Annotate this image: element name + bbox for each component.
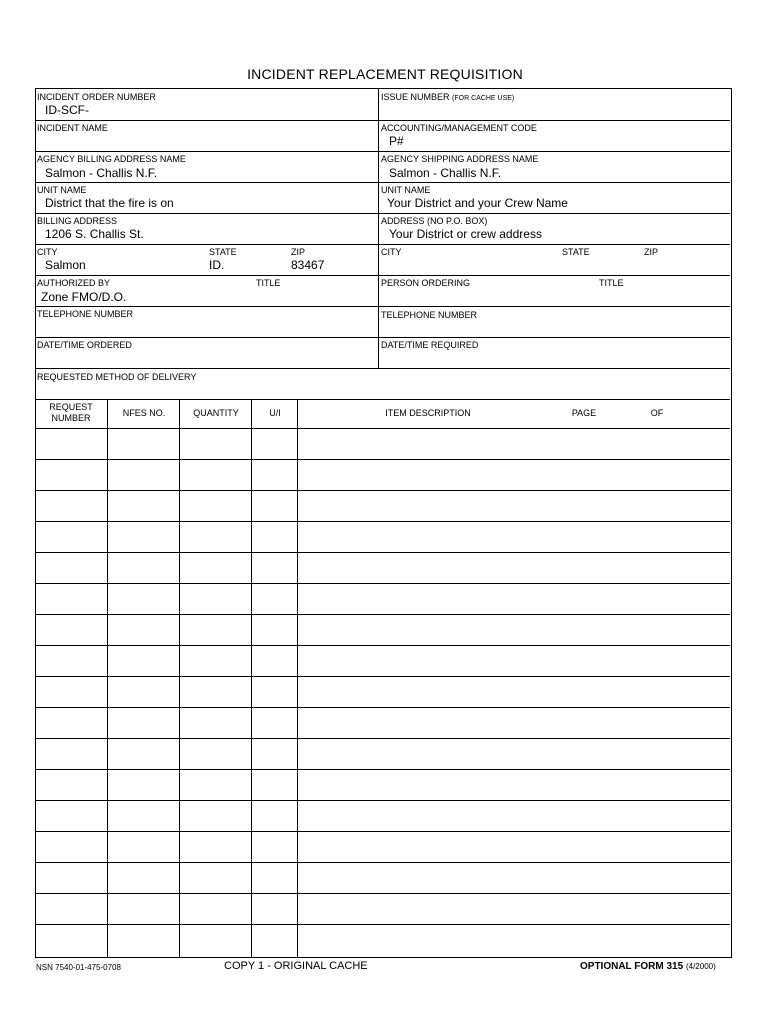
divider bbox=[36, 244, 730, 245]
divider bbox=[36, 120, 730, 121]
request-number-cell[interactable] bbox=[37, 553, 106, 582]
billing-zip-label: ZIP bbox=[291, 247, 306, 257]
divider bbox=[36, 182, 730, 183]
quantity-cell[interactable] bbox=[180, 925, 250, 954]
nfes-no-cell[interactable] bbox=[108, 863, 178, 892]
requisition-form bbox=[35, 88, 732, 958]
billing-city-field[interactable]: Salmon bbox=[45, 258, 86, 272]
item-description-cell[interactable] bbox=[298, 553, 729, 582]
divider bbox=[36, 306, 730, 307]
item-description-cell[interactable] bbox=[298, 677, 729, 706]
shipping-address-field[interactable]: Your District or crew address bbox=[389, 227, 542, 241]
request-number-cell[interactable] bbox=[37, 832, 106, 861]
shipping-zip-label: ZIP bbox=[644, 247, 659, 257]
person-title-label: TITLE bbox=[599, 278, 624, 288]
nfes-no-cell[interactable] bbox=[108, 522, 178, 551]
billing-address-field[interactable]: 1206 S. Challis St. bbox=[45, 227, 144, 241]
billing-state-label: STATE bbox=[209, 247, 237, 257]
quantity-cell[interactable] bbox=[180, 429, 250, 458]
billing-unit-name-label: UNIT NAME bbox=[37, 185, 87, 195]
item-description-cell[interactable] bbox=[298, 894, 729, 923]
accounting-code-field[interactable]: P# bbox=[389, 134, 404, 148]
agency-shipping-name-label: AGENCY SHIPPING ADDRESS NAME bbox=[381, 154, 539, 164]
billing-state-field[interactable]: ID. bbox=[209, 258, 225, 272]
nsn-number: NSN 7540-01-475-0708 bbox=[36, 963, 121, 972]
ui-cell[interactable] bbox=[252, 615, 296, 644]
nfes-no-cell[interactable] bbox=[108, 708, 178, 737]
ui-cell[interactable] bbox=[252, 553, 296, 582]
quantity-cell[interactable] bbox=[180, 801, 250, 830]
ui-cell[interactable] bbox=[252, 708, 296, 737]
item-description-cell[interactable] bbox=[298, 770, 729, 799]
item-description-cell[interactable] bbox=[298, 739, 729, 768]
form-date: (4/2000) bbox=[685, 962, 716, 971]
agency-billing-name-label: AGENCY BILLING ADDRESS NAME bbox=[37, 154, 186, 164]
agency-billing-name-field[interactable]: Salmon - Challis N.F. bbox=[45, 166, 158, 180]
telephone-left-label: TELEPHONE NUMBER bbox=[37, 309, 134, 319]
quantity-cell[interactable] bbox=[180, 615, 250, 644]
nfes-no-cell[interactable] bbox=[108, 832, 178, 861]
billing-zip-field[interactable]: 83467 bbox=[291, 258, 325, 272]
telephone-right-label: TELEPHONE NUMBER bbox=[381, 310, 478, 320]
item-description-cell[interactable] bbox=[298, 708, 729, 737]
divider bbox=[36, 399, 730, 400]
quantity-cell[interactable] bbox=[180, 770, 250, 799]
issue-number-label-text: ISSUE NUMBER bbox=[381, 92, 450, 102]
quantity-cell[interactable] bbox=[180, 584, 250, 613]
quantity-cell[interactable] bbox=[180, 708, 250, 737]
item-description-cell[interactable] bbox=[298, 615, 729, 644]
quantity-cell[interactable] bbox=[180, 491, 250, 520]
quantity-cell[interactable] bbox=[180, 739, 250, 768]
quantity-cell[interactable] bbox=[180, 646, 250, 675]
item-description-cell[interactable] bbox=[298, 801, 729, 830]
header-item-description: ITEM DESCRIPTION bbox=[385, 408, 471, 418]
date-ordered-label: DATE/TIME ORDERED bbox=[37, 340, 132, 350]
request-number-cell[interactable] bbox=[37, 522, 106, 551]
ui-cell[interactable] bbox=[252, 925, 296, 954]
header-ui: U/I bbox=[269, 408, 281, 418]
nfes-no-cell[interactable] bbox=[108, 584, 178, 613]
ui-cell[interactable] bbox=[252, 801, 296, 830]
header-nfes-no: NFES NO. bbox=[122, 408, 166, 418]
ui-cell[interactable] bbox=[252, 894, 296, 923]
nfes-no-cell[interactable] bbox=[108, 677, 178, 706]
nfes-no-cell[interactable] bbox=[108, 770, 178, 799]
form-title: INCIDENT REPLACEMENT REQUISITION bbox=[247, 66, 523, 82]
authorized-by-label: AUTHORIZED BY bbox=[37, 278, 111, 288]
nfes-no-cell[interactable] bbox=[108, 429, 178, 458]
divider bbox=[36, 151, 730, 152]
shipping-state-label: STATE bbox=[562, 247, 590, 257]
item-description-cell[interactable] bbox=[298, 460, 729, 489]
authorized-title-label: TITLE bbox=[256, 278, 281, 288]
accounting-code-label: ACCOUNTING/MANAGEMENT CODE bbox=[381, 123, 537, 133]
billing-city-label: CITY bbox=[37, 247, 58, 257]
request-number-cell[interactable] bbox=[37, 708, 106, 737]
quantity-cell[interactable] bbox=[180, 522, 250, 551]
incident-name-label: INCIDENT NAME bbox=[37, 123, 108, 133]
issue-number-label bbox=[381, 92, 514, 104]
quantity-cell[interactable] bbox=[180, 460, 250, 489]
ui-cell[interactable] bbox=[252, 584, 296, 613]
item-description-cell[interactable] bbox=[298, 646, 729, 675]
request-number-cell[interactable] bbox=[37, 677, 106, 706]
quantity-cell[interactable] bbox=[180, 553, 250, 582]
delivery-method-label: REQUESTED METHOD OF DELIVERY bbox=[37, 372, 197, 382]
quantity-cell[interactable] bbox=[180, 832, 250, 861]
ui-cell[interactable] bbox=[252, 522, 296, 551]
form-number bbox=[580, 961, 716, 972]
ui-cell[interactable] bbox=[252, 739, 296, 768]
date-required-label: DATE/TIME REQUIRED bbox=[381, 340, 479, 350]
authorized-by-field[interactable]: Zone FMO/D.O. bbox=[41, 290, 127, 304]
nfes-no-cell[interactable] bbox=[108, 491, 178, 520]
header-request-number: REQUEST NUMBER bbox=[49, 402, 93, 423]
quantity-cell[interactable] bbox=[180, 677, 250, 706]
divider bbox=[36, 275, 730, 276]
agency-shipping-name-field[interactable]: Salmon - Challis N.F. bbox=[389, 166, 502, 180]
billing-address-label: BILLING ADDRESS bbox=[37, 216, 118, 226]
request-number-cell[interactable] bbox=[37, 491, 106, 520]
form-name: OPTIONAL FORM 315 bbox=[580, 961, 684, 972]
request-number-cell[interactable] bbox=[37, 584, 106, 613]
incident-order-number-label: INCIDENT ORDER NUMBER bbox=[37, 92, 156, 102]
request-number-cell[interactable] bbox=[37, 615, 106, 644]
person-ordering-label: PERSON ORDERING bbox=[381, 278, 471, 288]
item-description-cell[interactable] bbox=[298, 925, 729, 954]
item-description-cell[interactable] bbox=[298, 491, 729, 520]
divider bbox=[36, 213, 730, 214]
nfes-no-cell[interactable] bbox=[108, 553, 178, 582]
shipping-address-label: ADDRESS (NO P.O. BOX) bbox=[381, 216, 488, 226]
request-number-cell[interactable] bbox=[37, 925, 106, 954]
nfes-no-cell[interactable] bbox=[108, 646, 178, 675]
ui-cell[interactable] bbox=[252, 863, 296, 892]
header-page: PAGE bbox=[571, 408, 597, 418]
request-number-cell[interactable] bbox=[37, 739, 106, 768]
issue-number-note: (FOR CACHE USE) bbox=[452, 95, 515, 102]
incident-order-number-field[interactable]: ID-SCF- bbox=[45, 103, 89, 117]
nfes-no-cell[interactable] bbox=[108, 460, 178, 489]
nfes-no-cell[interactable] bbox=[108, 801, 178, 830]
nfes-no-cell[interactable] bbox=[108, 615, 178, 644]
billing-unit-name-field[interactable]: District that the fire is on bbox=[45, 196, 174, 210]
center-divider bbox=[378, 89, 379, 368]
header-quantity: QUANTITY bbox=[193, 408, 239, 418]
item-description-cell[interactable] bbox=[298, 863, 729, 892]
shipping-city-label: CITY bbox=[381, 247, 402, 257]
request-number-cell[interactable] bbox=[37, 801, 106, 830]
request-number-cell[interactable] bbox=[37, 460, 106, 489]
request-number-cell[interactable] bbox=[37, 646, 106, 675]
shipping-unit-name-label: UNIT NAME bbox=[381, 185, 431, 195]
ui-cell[interactable] bbox=[252, 677, 296, 706]
nfes-no-cell[interactable] bbox=[108, 894, 178, 923]
divider bbox=[36, 368, 730, 369]
request-number-cell[interactable] bbox=[37, 770, 106, 799]
ui-cell[interactable] bbox=[252, 832, 296, 861]
request-number-cell[interactable] bbox=[37, 894, 106, 923]
ui-cell[interactable] bbox=[252, 491, 296, 520]
ui-cell[interactable] bbox=[252, 429, 296, 458]
request-number-cell[interactable] bbox=[37, 863, 106, 892]
quantity-cell[interactable] bbox=[180, 863, 250, 892]
shipping-unit-name-field[interactable]: Your District and your Crew Name bbox=[387, 196, 568, 210]
item-description-cell[interactable] bbox=[298, 584, 729, 613]
nfes-no-cell[interactable] bbox=[108, 925, 178, 954]
item-description-cell[interactable] bbox=[298, 832, 729, 861]
copy-label: COPY 1 - ORIGINAL CACHE bbox=[224, 960, 368, 972]
item-description-cell[interactable] bbox=[298, 429, 729, 458]
ui-cell[interactable] bbox=[252, 460, 296, 489]
quantity-cell[interactable] bbox=[180, 894, 250, 923]
item-description-cell[interactable] bbox=[298, 522, 729, 551]
divider bbox=[36, 337, 730, 338]
ui-cell[interactable] bbox=[252, 646, 296, 675]
ui-cell[interactable] bbox=[252, 770, 296, 799]
header-of: OF bbox=[650, 408, 664, 418]
request-number-cell[interactable] bbox=[37, 429, 106, 458]
nfes-no-cell[interactable] bbox=[108, 739, 178, 768]
